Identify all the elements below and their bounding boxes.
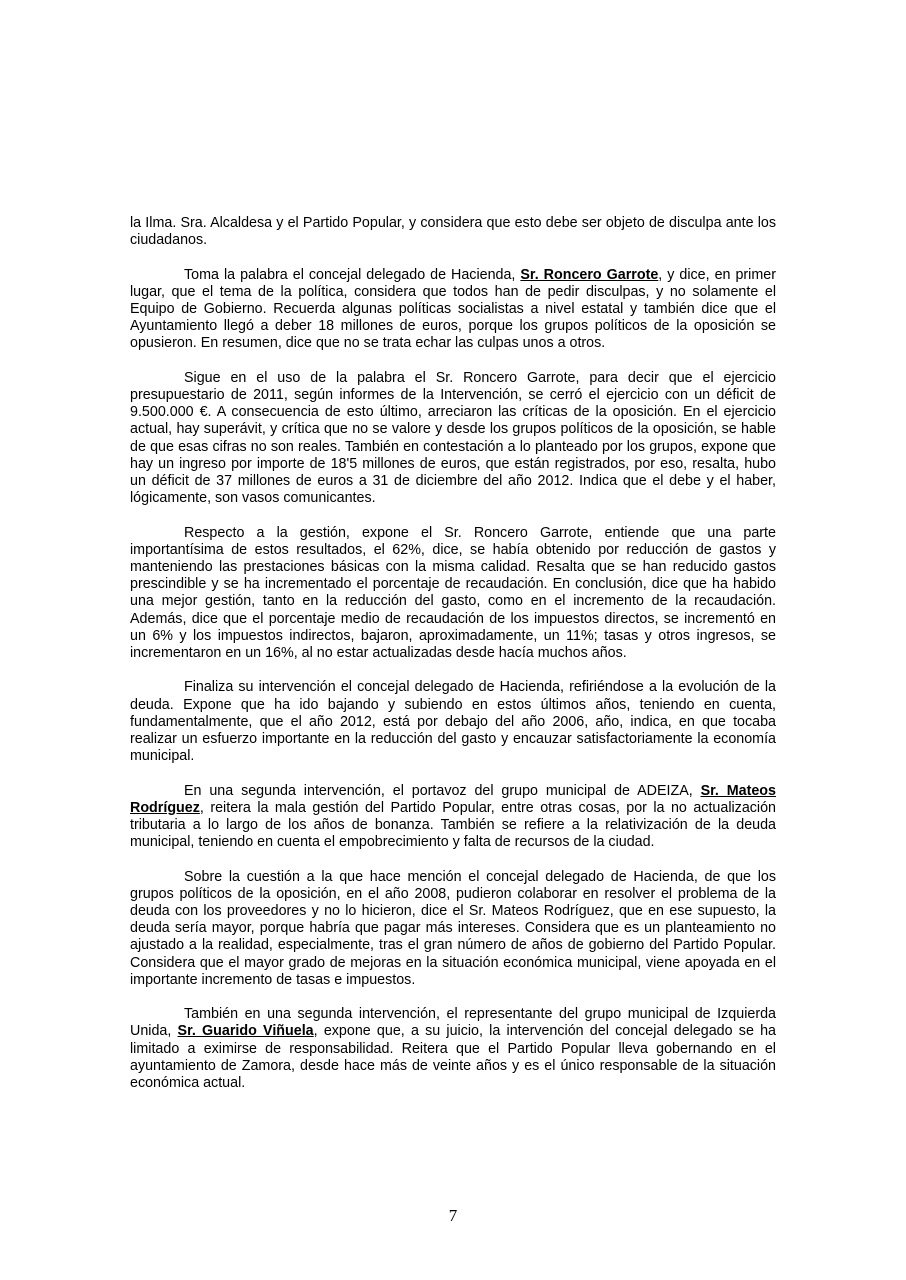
paragraph-5: Finaliza su intervención el concejal delegado de Hacienda, refiriéndose a la evolución de la deuda. Expone que ha ido bajando y subiendo en estos últimos años, teniendo en cuenta, fundamentalmente, que el año 2012, está por debajo del año 2006, año, indica, en que tocaba realizar un esfuerzo importante en la reducción del gasto y encauzar satisfactoriamente la economía municipal. bbox=[130, 679, 776, 765]
document-body bbox=[130, 215, 776, 1109]
paragraph-6 bbox=[130, 783, 776, 852]
paragraph-7: Sobre la cuestión a la que hace mención el concejal delegado de Hacienda, de que los grupos políticos de la oposición, en el año 2008, pudieron colaborar en resolver el problema de la deuda con los proveedores y no lo hicieron, dice el Sr. Mateos Rodríguez, que en ese supuesto, la deuda sería mayor, porque habría que pagar más intereses. Considera que es un planteamiento no ajustado a la realidad, especialmente, tras el gran número de años de gobierno del Partido Popular. Considera que el mayor grado de mejoras en la situación económica municipal, viene apoyada en el importante incremento de tasas e impuestos. bbox=[130, 868, 776, 988]
paragraph-4: Respecto a la gestión, expone el Sr. Roncero Garrote, entiende que una parte importantísima de estos resultados, el 62%, dice, se había obtenido por reducción de gastos y manteniendo las prestaciones básicas con la misma calidad. Resalta que se han reducido gastos prescindible y se ha incrementado el porcentaje de recaudación. En conclusión, dice que ha habido una mejor gestión, tanto en la reducción del gasto, como en el incremento de la recaudación. Además, dice que el porcentaje medio de recaudación de los impuestos directos, se incrementó en un 6% y los impuestos indirectos, bajaron, aproximadamente, un 11%; tasas y otros ingresos, se incrementaron en un 16%, al no estar actualizadas desde hacía muchos años. bbox=[130, 524, 776, 662]
paragraph-8-intro: También en una segunda intervención, el representante del grupo municipal de Izquierda Unida, bbox=[130, 1006, 776, 1040]
paragraph-1: la Ilma. Sra. Alcaldesa y el Partido Popular, y considera que esto debe ser objeto de disculpa ante los ciudadanos. bbox=[130, 215, 776, 249]
page-number: 7 bbox=[448, 1206, 458, 1225]
speaker-name-mateos: Sr. Mateos Rodríguez bbox=[130, 782, 776, 816]
paragraph-3: Sigue en el uso de la palabra el Sr. Roncero Garrote, para decir que el ejercicio presupuestario de 2011, según informes de la Intervención, se cerró el ejercicio con un déficit de 9.500.000 €. A consecuencia de esto último, arreciaron las críticas de la oposición. En el ejercicio actual, hay superávit, y crítica que no se valore y desde los grupos políticos de la oposición, se hable de que esas cifras no son reales. También en contestación a lo planteado por los grupos, expone que hay un ingreso por importe de 18'5 millones de euros, que están registrados, por eso, resalta, hubo un déficit de 37 millones de euros a 31 de diciembre del año 2012. Indica que el debe y el haber, lógicamente, son vasos comunicantes. bbox=[130, 369, 776, 507]
paragraph-6-intro: En una segunda intervención, el portavoz del grupo municipal de ADEIZA, bbox=[184, 782, 701, 799]
paragraph-2-body: , y dice, en primer lugar, que el tema de la política, considera que todos han de pedir disculpas, y no solamente el Equipo de Gobierno. Recuerda algunas políticas socialistas a nivel estatal y también dice que el Ayuntamiento llegó a deber 18 millones de euros, porque los grupos políticos de la oposición se opusieron. En resumen, dice que no se trata echar las culpas unos a otros. bbox=[130, 266, 776, 352]
paragraph-6-body: , reitera la mala gestión del Partido Popular, entre otras cosas, por la no actualización tributaria a lo largo de los años de bonanza. También se refiere a la relativización de la deuda municipal, teniendo en cuenta el empobrecimiento y falta de recursos de la ciudad. bbox=[130, 799, 776, 851]
speaker-name-guarido: Sr. Guarido Viñuela bbox=[177, 1023, 314, 1040]
speaker-name-roncero: Sr. Roncero Garrote bbox=[520, 266, 659, 283]
paragraph-2 bbox=[130, 267, 776, 353]
paragraph-8-body: , expone que, a su juicio, la intervención del concejal delegado se ha limitado a eximirse de responsabilidad. Reitera que el Partido Popular lleva gobernando en el ayuntamiento de Zamora, desde hace más de veinte años y es el único responsable de la situación económica actual. bbox=[130, 1023, 777, 1092]
paragraph-2-intro: Toma la palabra el concejal delegado de Hacienda, bbox=[184, 266, 521, 283]
paragraph-8 bbox=[130, 1006, 776, 1092]
